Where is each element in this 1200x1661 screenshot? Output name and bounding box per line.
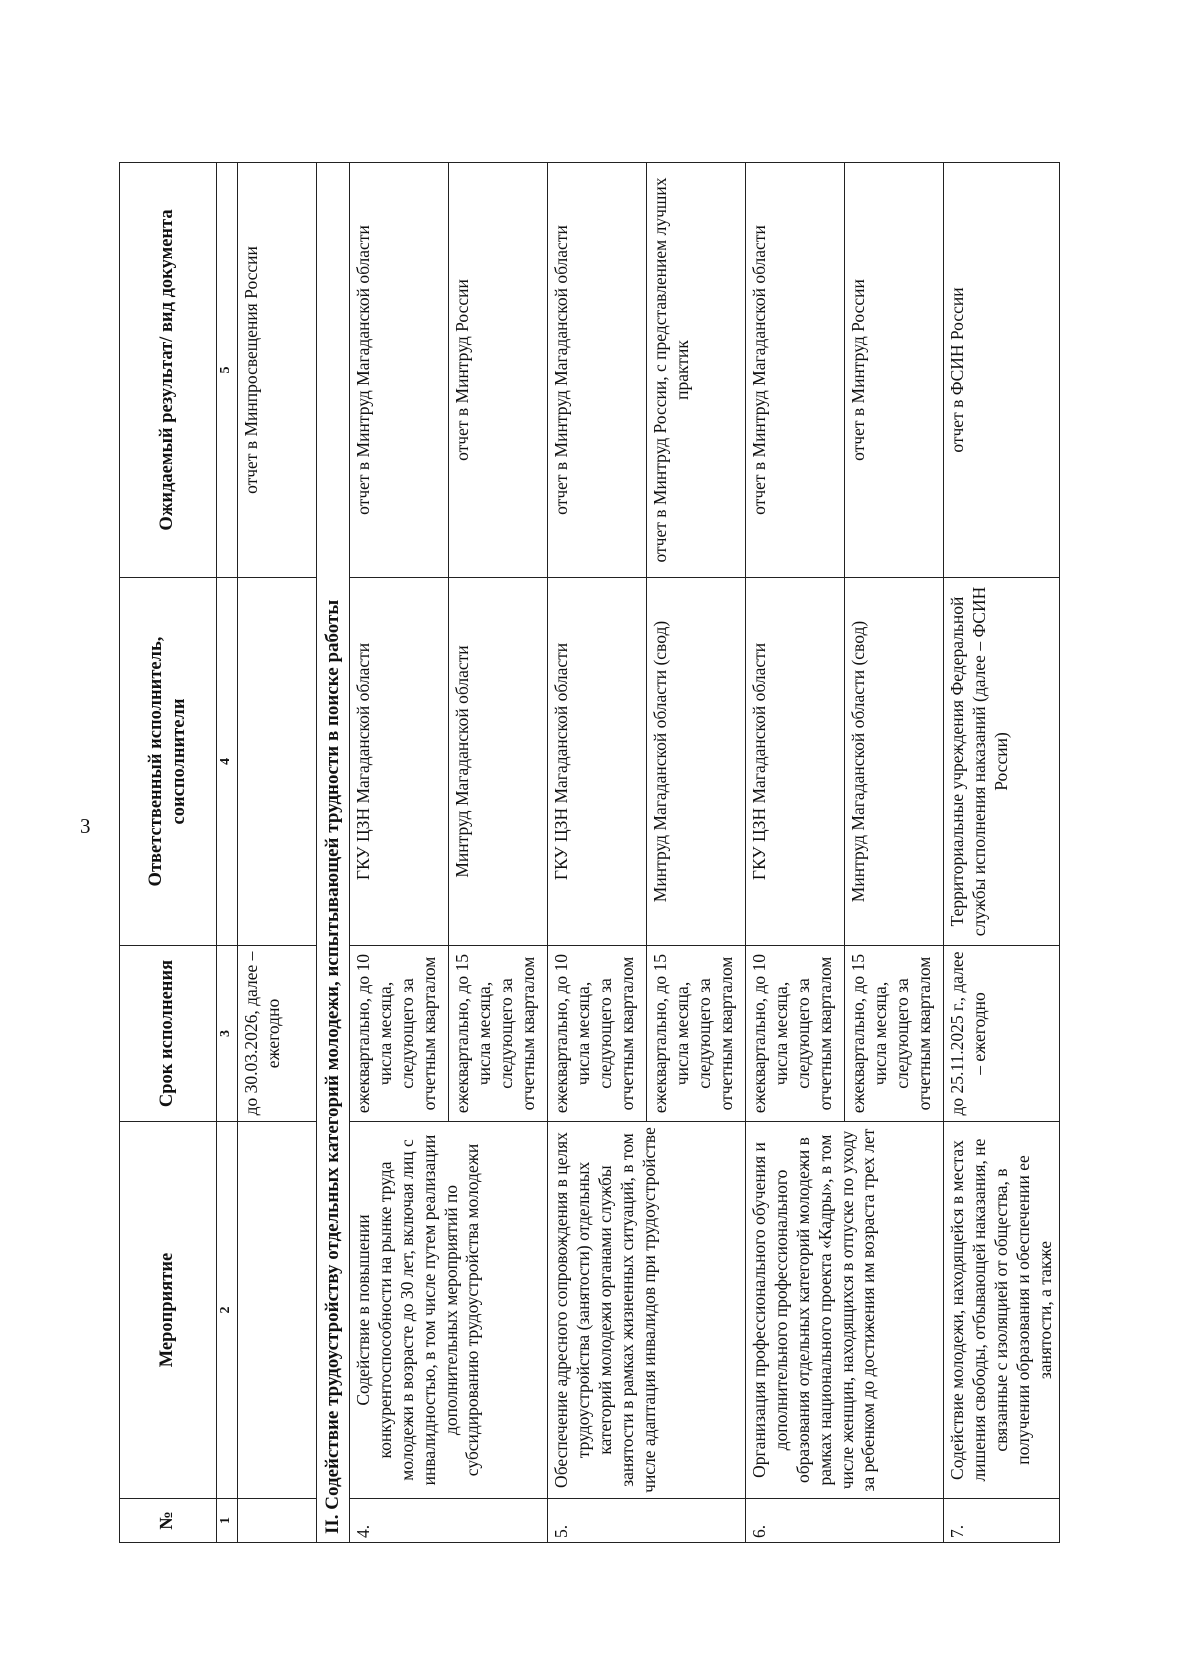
row-executor: ГКУ ЦЗН Магаданской области (548, 578, 647, 946)
row-activity: Содействие молодежи, находящейся в местах лишения свободы, отбывающей наказания, не связанные с изоляцией от общества, в получении образования и обеспечении ее занятости, а также (944, 1122, 1060, 1499)
table-row (238, 163, 317, 1543)
table-header-row (120, 163, 217, 1543)
row-deadline: ежеквартально, до 10 числа месяца, следующего за отчетным кварталом (746, 946, 845, 1122)
action-plan-table (119, 162, 1060, 1543)
row-activity (238, 1122, 317, 1499)
col-index: 2 (217, 1122, 238, 1499)
row-deadline: ежеквартально, до 10 числа месяца, следующего за отчетным кварталом (350, 946, 449, 1122)
row-executor (238, 578, 317, 946)
page-number: 3 (80, 814, 91, 838)
table-row (350, 163, 449, 1543)
row-result: отчет в Минтруд Магаданской области (548, 163, 647, 578)
row-executor: ГКУ ЦЗН Магаданской области (350, 578, 449, 946)
header-result: Ожидаемый результат/ вид документа (120, 163, 217, 578)
row-number: 7. (944, 1499, 1060, 1543)
header-deadline: Срок исполнения (120, 946, 217, 1122)
col-index: 4 (217, 578, 238, 946)
header-number: № (120, 1499, 217, 1543)
row-result: отчет в Минтруд России (449, 163, 548, 578)
col-index: 1 (217, 1499, 238, 1543)
section-heading-row (317, 163, 350, 1543)
row-number (238, 1499, 317, 1543)
col-index: 3 (217, 946, 238, 1122)
row-result: отчет в ФСИН России (944, 163, 1060, 578)
row-activity: Обеспечение адресного сопровождения в целях трудоустройства (занятости) отдельных категорий молодежи органами службы занятости в рамках жизненных ситуаций, в том числе адаптация инвалидов при трудоустройстве (548, 1122, 746, 1499)
row-deadline: ежеквартально, до 10 числа месяца, следующего за отчетным кварталом (548, 946, 647, 1122)
row-activity: Организация профессионального обучения и дополнительного профессионального образования отдельных категорий молодежи в рамках национального проекта «Кадры», в том числе женщин, находящихся в отпуске по уходу за ребенком до достижения им возраста трех лет (746, 1122, 944, 1499)
rotated-page-content (119, 163, 1097, 1543)
table-row (944, 163, 1060, 1543)
row-result: отчет в Минпросвещения России (238, 163, 317, 578)
row-result: отчет в Минтруд Магаданской области (746, 163, 845, 578)
row-number: 6. (746, 1499, 944, 1543)
row-deadline: ежеквартально, до 15 числа месяца, следующего за отчетным кварталом (449, 946, 548, 1122)
table-row (746, 163, 845, 1543)
row-executor: Территориальные учреждения Федеральной службы исполнения наказаний (далее – ФСИН России) (944, 578, 1060, 946)
row-result: отчет в Минтруд России, с представлением лучших практик (647, 163, 746, 578)
row-executor: Минтруд Магаданской области (свод) (647, 578, 746, 946)
row-activity: Содействие в повышении конкурентоспособности на рынке труда молодежи в возрасте до 30 лет, включая лиц с инвалидностью, в том числе путем реализации дополнительных мероприятий по субсидированию трудоустройства молодежи (350, 1122, 548, 1499)
col-index: 5 (217, 163, 238, 578)
row-number: 4. (350, 1499, 548, 1543)
header-executor: Ответственный исполнитель, соисполнители (120, 578, 217, 946)
row-deadline: до 30.03.2026, далее – ежегодно (238, 946, 317, 1122)
row-deadline: ежеквартально, до 15 числа месяца, следующего за отчетным кварталом (845, 946, 944, 1122)
row-number: 5. (548, 1499, 746, 1543)
table-row (548, 163, 647, 1543)
column-index-row (217, 163, 238, 1543)
row-executor: ГКУ ЦЗН Магаданской области (746, 578, 845, 946)
row-result: отчет в Минтруд России (845, 163, 944, 578)
row-executor: Минтруд Магаданской области (449, 578, 548, 946)
row-executor: Минтруд Магаданской области (свод) (845, 578, 944, 946)
row-result: отчет в Минтруд Магаданской области (350, 163, 449, 578)
header-activity: Мероприятие (120, 1122, 217, 1499)
section-title: II. Содействие трудоустройству отдельных категорий молодежи, испытывающей трудности в поиске работы (317, 163, 350, 1543)
row-deadline: до 25.11.2025 г., далее – ежегодно (944, 946, 1060, 1122)
row-deadline: ежеквартально, до 15 числа месяца, следующего за отчетным кварталом (647, 946, 746, 1122)
